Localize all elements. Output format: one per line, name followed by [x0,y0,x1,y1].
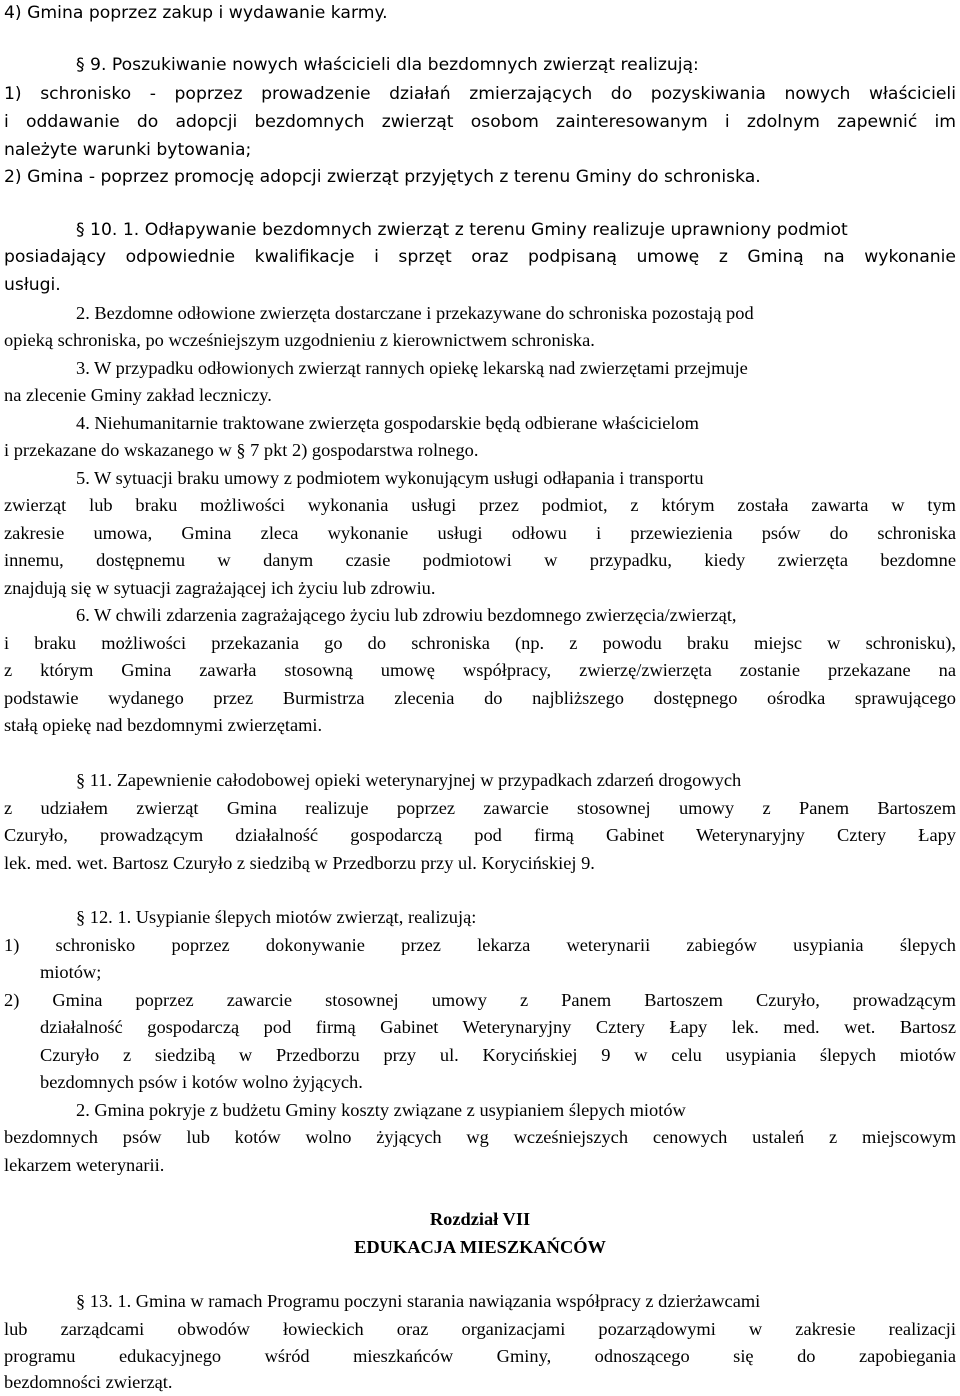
list-item: 2) Gmina - poprzez promocję adopcji zwierząt przyjętych z terenu Gminy do schroniska. [4,167,761,187]
text-line: 6. W chwili zdarzenia zagrażającego życiu lub zdrowiu bezdomnego zwierzęcia/zwierząt, [76,605,737,625]
text-line: 2. Bezdomne odłowione zwierzęta dostarczane i przekazywane do schroniska pozostają pod [76,303,754,323]
text-line: należyte warunki bytowania; [4,140,252,160]
chapter-number: Rozdział VII [429,1209,531,1229]
text-line: z którym Gmina zawarła stosowną umowę współpracy, zwierzę/zwierzęta zostanie przekazane na [4,660,956,680]
text-line: z udziałem zwierząt Gmina realizuje poprzez zawarcie stosownej umowy z Panem Bartoszem [4,798,956,818]
text-line: zakresie umowa, Gmina zleca wykonanie usługi odłowu i przewiezienia psów do schroniska [4,523,956,543]
text-line: 3. W przypadku odłowionych zwierząt rannych opiekę lekarską nad zwierzętami przejmuje [76,358,748,378]
list-item: 4) Gmina poprzez zakup i wydawanie karmy. [4,3,388,23]
text-line: lub zarządcami obwodów łowieckich oraz organizacjami pozarządowymi w zakresie realizacji [4,1319,956,1339]
text-line: zwierząt lub braku możliwości wykonania usługi przez podmiot, z którym została zawarta w tym [4,495,956,515]
text-line: usługi. [4,275,61,295]
section-heading: § 12. 1. Usypianie ślepych miotów zwierząt, realizują: [76,907,477,927]
text-line: Czuryło, prowadzącym działalność gospodarczą pod firmą Gabinet Weterynaryjny Cztery Łapy [4,825,956,845]
text-line: na zlecenie Gminy zakład leczniczy. [4,385,272,405]
text-line: i braku możliwości przekazania go do schroniska (np. z powodu braku miejsc w schronisku), [4,633,956,653]
section-heading: § 10. 1. Odłapywanie bezdomnych zwierząt z terenu Gminy realizuje uprawniony podmiot [76,220,848,240]
text-line: Czuryło z siedzibą w Przedborzu przy ul. Korycińskiej 9 w celu usypiania ślepych miotów [40,1045,956,1065]
text-line: lekarzem weterynarii. [4,1155,165,1175]
text-line: bezdomności zwierząt. [4,1372,173,1392]
text-line: i przekazane do wskazanego w § 7 pkt 2) gospodarstwa rolnego. [4,440,479,460]
text-line: posiadający odpowiednie kwalifikacje i sprzęt oraz podpisaną umowę z Gminą na wykonanie [4,247,956,267]
list-item: 1) schronisko - poprzez prowadzenie działań zmierzających do pozyskiwania nowych właścicieli [4,84,956,104]
text-line: stałą opiekę nad bezdomnymi zwierzętami. [4,715,323,735]
text-line: działalność gospodarczą pod firmą Gabinet Weterynaryjny Cztery Łapy lek. med. wet. Bartosz [40,1017,956,1037]
text-line: miotów; [40,962,102,982]
list-item: 2) Gmina poprzez zawarcie stosownej umowy z Panem Bartoszem Czuryło, prowadzącym [4,990,956,1010]
list-item: 1) schronisko poprzez dokonywanie przez lekarza weterynarii zabiegów usypiania ślepych [4,935,956,955]
text-line: znajdują się w sytuacji zagrażającej ich życiu lub zdrowiu. [4,578,436,598]
text-line: 2. Gmina pokryje z budżetu Gminy koszty związane z usypianiem ślepych miotów [76,1100,686,1120]
text-line: innemu, dostępnemu w danym czasie podmiotowi w przypadku, kiedy zwierzęta bezdomne [4,550,956,570]
text-line: programu edukacyjnego wśród mieszkańców Gminy, odnoszącego się do zapobiegania [4,1346,956,1366]
text-line: opieką schroniska, po wcześniejszym uzgodnieniu z kierownictwem schroniska. [4,330,595,350]
text-line: podstawie wydanego przez Burmistrza zlecenia do najbliższego dostępnego ośrodka sprawującego [4,688,956,708]
section-heading: § 11. Zapewnienie całodobowej opieki weterynaryjnej w przypadkach zdarzeń drogowych [76,770,742,790]
text-line: bezdomnych psów lub kotów wolno żyjących wg wcześniejszych cenowych ustaleń z miejscowym [4,1127,956,1147]
text-line: bezdomnych psów i kotów wolno żyjących. [40,1072,363,1092]
text-line: 5. W sytuacji braku umowy z podmiotem wykonującym usługi odłapania i transportu [76,468,704,488]
section-heading: § 9. Poszukiwanie nowych właścicieli dla bezdomnych zwierząt realizują: [76,55,699,75]
chapter-title: EDUKACJA MIESZKAŃCÓW [354,1237,606,1257]
text-line: i oddawanie do adopcji bezdomnych zwierząt osobom zainteresowanym i zdolnym zapewnić im [4,112,956,132]
text-line: lek. med. wet. Bartosz Czuryło z siedzibą w Przedborzu przy ul. Korycińskiej 9. [4,853,595,873]
text-line: 4. Niehumanitarnie traktowane zwierzęta gospodarskie będą odbierane właścicielom [76,413,699,433]
section-heading: § 13. 1. Gmina w ramach Programu poczyni starania nawiązania współpracy z dzierżawcami [76,1291,761,1311]
